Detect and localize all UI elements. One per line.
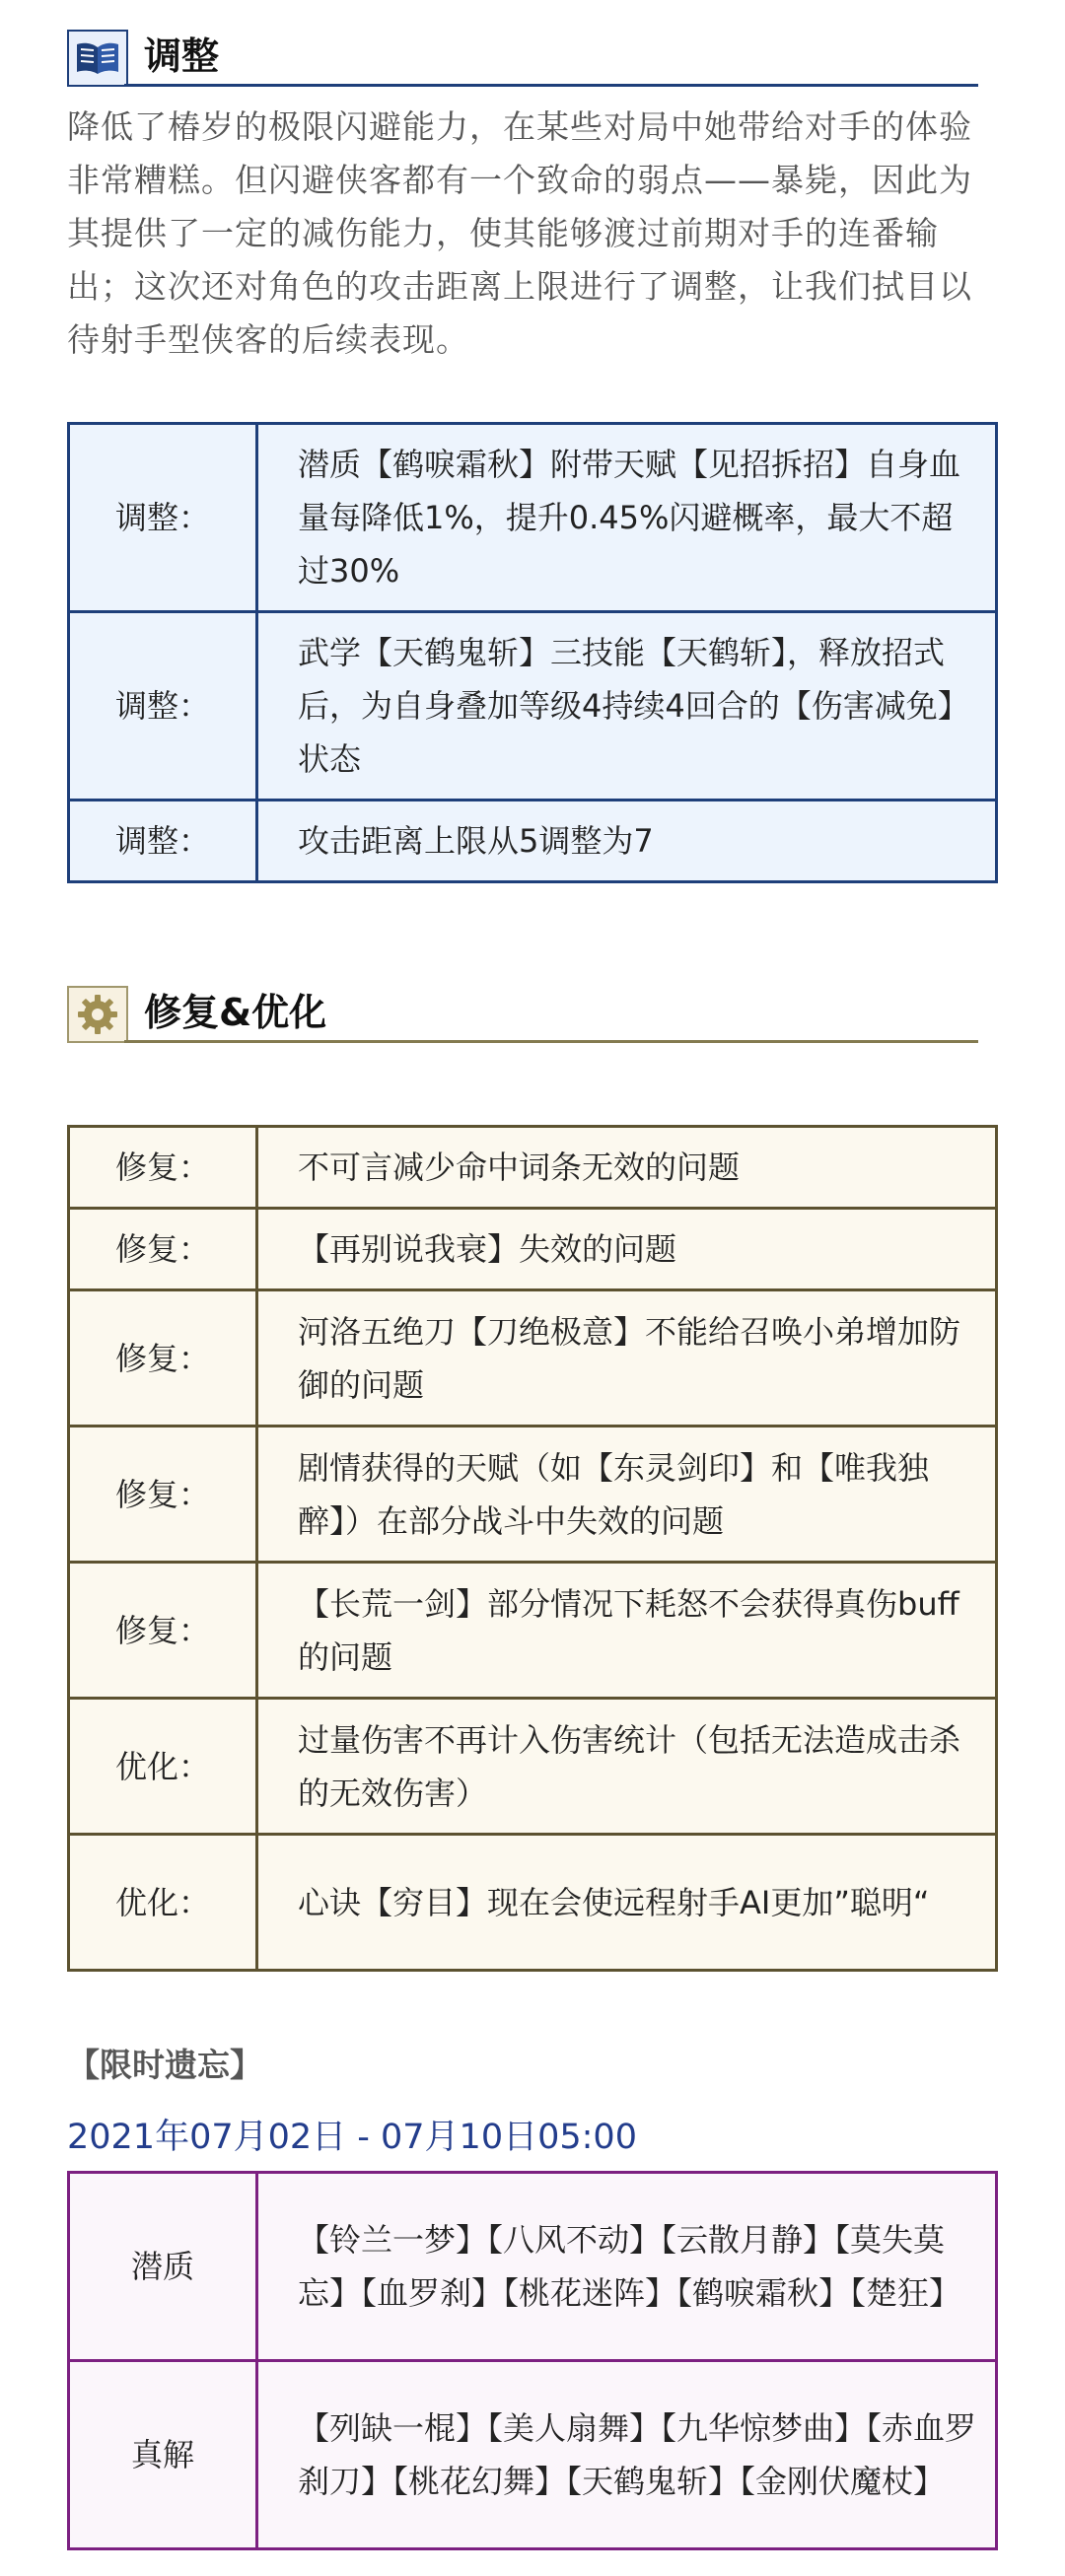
table-row [69,1127,997,1209]
table-row [69,2361,997,2549]
row-text: 不可言减少命中词条无效的问题 [257,1127,997,1209]
table-row [69,1427,997,1563]
book-icon [67,30,128,87]
row-label: 调整： [69,424,257,612]
table-row [69,801,997,882]
row-text: 武学【天鹤鬼斩】三技能【天鹤斩】，释放招式后，为自身叠加等级4持续4回合的【伤害减免】状态 [257,612,997,801]
fix-table [67,1125,998,1972]
adjust-section-rule [124,84,978,87]
adjust-table [67,422,998,883]
row-label: 修复： [69,1209,257,1290]
row-label: 潜质 [69,2173,257,2361]
table-row [69,1209,997,1290]
adjust-section-header [67,28,978,87]
limit-title: 【限时遗忘】 [67,2046,262,2084]
table-row [69,1699,997,1835]
row-text: 【列缺一棍】【美人扇舞】【九华惊梦曲】【赤血罗刹刀】【桃花幻舞】【天鹤鬼斩】【金刚伏魔杖】 [257,2361,997,2549]
row-label: 调整： [69,801,257,882]
table-row [69,1835,997,1971]
table-row [69,424,997,612]
fix-section-title: 修复&优化 [144,991,327,1034]
table-row [69,612,997,801]
row-text: 心诀【穷目】现在会使远程射手AI更加”聪明“ [257,1835,997,1971]
row-text: 攻击距离上限从5调整为7 [257,801,997,882]
row-label: 修复： [69,1427,257,1563]
row-label: 调整： [69,612,257,801]
table-row [69,2173,997,2361]
row-text: 过量伤害不再计入伤害统计（包括无法造成击杀的无效伤害） [257,1699,997,1835]
table-row [69,1290,997,1427]
row-label: 真解 [69,2361,257,2549]
row-text: 【再别说我衰】失效的问题 [257,1209,997,1290]
adjust-intro-text: 降低了椿岁的极限闪避能力，在某些对局中她带给对手的体验非常糟糕。但闪避侠客都有一个致命的弱点——暴毙，因此为其提供了一定的减伤能力，使其能够渡过前期对手的连番输出；这次还对角色的攻击距离上限进行了调整，让我们拭目以待射手型侠客的后续表现。 [67,107,972,359]
row-label: 优化： [69,1835,257,1971]
fix-section-rule [124,1040,978,1043]
fix-section-header [67,984,978,1043]
limit-date: 2021年07月02日 - 07月10日05:00 [67,2118,637,2157]
row-label: 优化： [69,1699,257,1835]
row-text: 【长荒一剑】部分情况下耗怒不会获得真伤buff的问题 [257,1563,997,1699]
limit-table [67,2171,998,2550]
row-text: 【铃兰一梦】【八风不动】【云散月静】【莫失莫忘】【血罗刹】【桃花迷阵】【鹤唳霜秋】【楚狂】 [257,2173,997,2361]
row-label: 修复： [69,1563,257,1699]
adjust-section-title: 调整 [144,35,220,78]
row-text: 河洛五绝刀【刀绝极意】不能给召唤小弟增加防御的问题 [257,1290,997,1427]
gear-icon [67,986,128,1043]
row-text: 剧情获得的天赋（如【东灵剑印】和【唯我独醉】）在部分战斗中失效的问题 [257,1427,997,1563]
table-row [69,1563,997,1699]
row-label: 修复： [69,1290,257,1427]
row-text: 潜质【鹤唳霜秋】附带天赋【见招拆招】自身血量每降低1%，提升0.45%闪避概率，最大不超过30% [257,424,997,612]
row-label: 修复： [69,1127,257,1209]
